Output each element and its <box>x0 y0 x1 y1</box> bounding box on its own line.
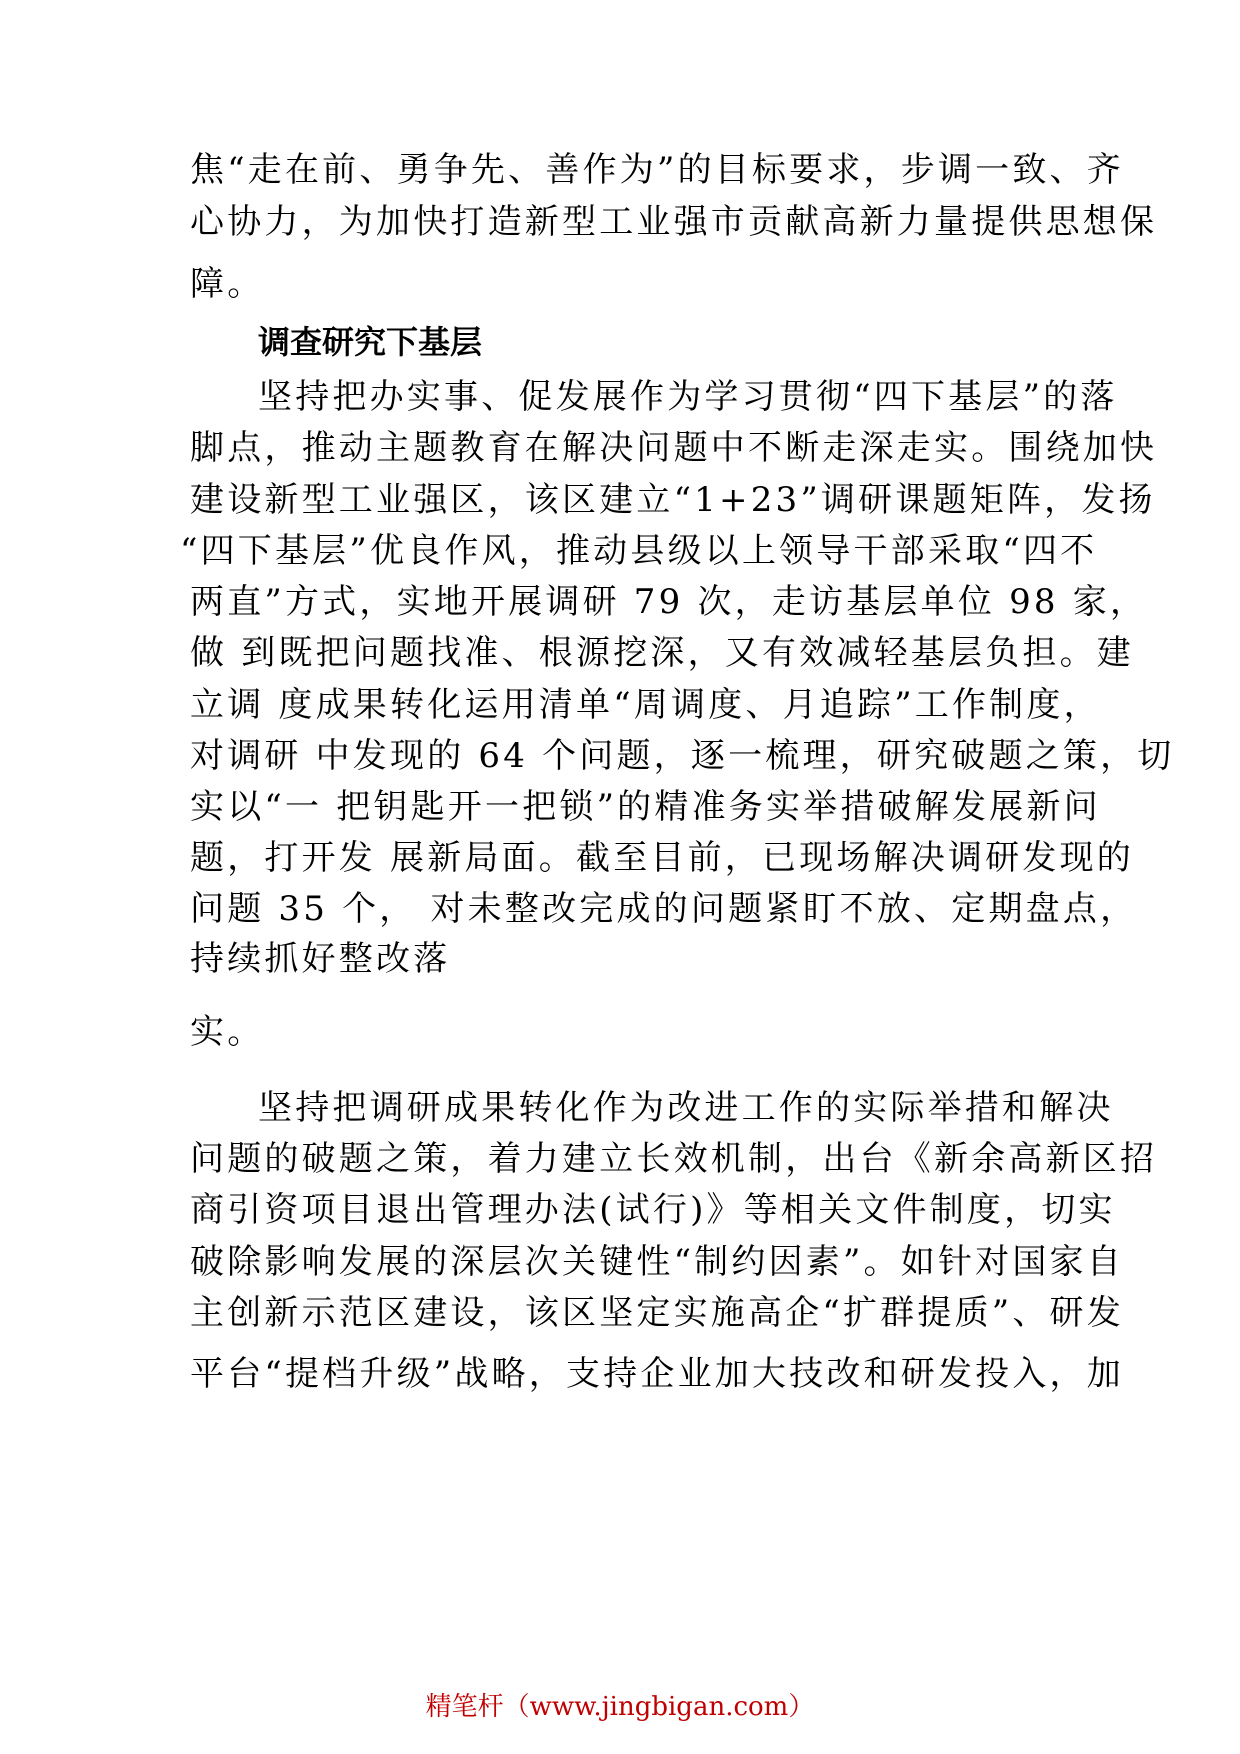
paragraph-2-line-5: 两直”方式，实地开展调研 79 次，走访基层单位 98 家， <box>190 582 1148 622</box>
paragraph-2-line-1: 坚持把办实事、促发展作为学习贯彻“四下基层”的落 <box>258 377 1118 417</box>
paragraph-2-line-12: 持续抓好整改落 <box>190 939 451 979</box>
paragraph-3-line-6: 平台“提档升级”战略，支持企业加大技改和研发投入，加 <box>190 1354 1124 1394</box>
paragraph-2-line-13: 实。 <box>190 1012 265 1052</box>
paragraph-3-line-5: 主创新示范区建设，该区坚定实施高企“扩群提质”、研发 <box>190 1293 1124 1333</box>
paragraph-2-line-2: 脚点，推动主题教育在解决问题中不断走深走实。围绕加快 <box>190 428 1158 468</box>
paragraph-3-line-2: 问题的破题之策，着力建立长效机制，出台《新余高新区招 <box>190 1139 1158 1179</box>
paragraph-2-line-4: “四下基层”优良作风，推动县级以上领导干部采取“四不 <box>180 531 1098 571</box>
footer-site-link[interactable]: 精笔杆（www.jingbigan.com） <box>425 1692 815 1722</box>
paragraph-2-line-8: 对调研 中发现的 64 个问题，逐一梳理，研究破题之策，切 <box>190 736 1175 776</box>
paragraph-3-line-1: 坚持把调研成果转化作为改进工作的实际举措和解决 <box>258 1088 1114 1128</box>
paragraph-1-line-1: 焦“走在前、勇争先、善作为”的目标要求，步调一致、齐 <box>190 150 1124 190</box>
paragraph-2-line-11: 问题 35 个， 对未整改完成的问题紧盯不放、定期盘点， <box>190 889 1138 929</box>
paragraph-3-line-4: 破除影响发展的深层次关键性“制约因素”。如针对国家自 <box>190 1242 1124 1282</box>
section-heading: 调查研究下基层 <box>258 323 483 361</box>
paragraph-3-line-3: 商引资项目退出管理办法(试行)》等相关文件制度，切实 <box>190 1190 1116 1230</box>
paragraph-2-line-10: 题，打开发 展新局面。截至目前，已现场解决调研发现的 <box>190 838 1135 878</box>
paragraph-1-line-2: 心协力，为加快打造新型工业强市贡献高新力量提供思想保 <box>190 202 1158 242</box>
paragraph-2-line-3: 建设新型工业强区，该区建立“1+23”调研课题矩阵，发扬 <box>190 480 1156 520</box>
paragraph-2-line-9: 实以“一 把钥匙开一把锁”的精准务实举措破解发展新问 <box>190 787 1101 827</box>
paragraph-2-line-6: 做 到既把问题找准、根源挖深，又有效减轻基层负担。建 <box>190 633 1135 673</box>
paragraph-2-line-7: 立调 度成果转化运用清单“周调度、月追踪”工作制度， <box>190 685 1101 725</box>
paragraph-1-line-3: 障。 <box>190 264 265 304</box>
